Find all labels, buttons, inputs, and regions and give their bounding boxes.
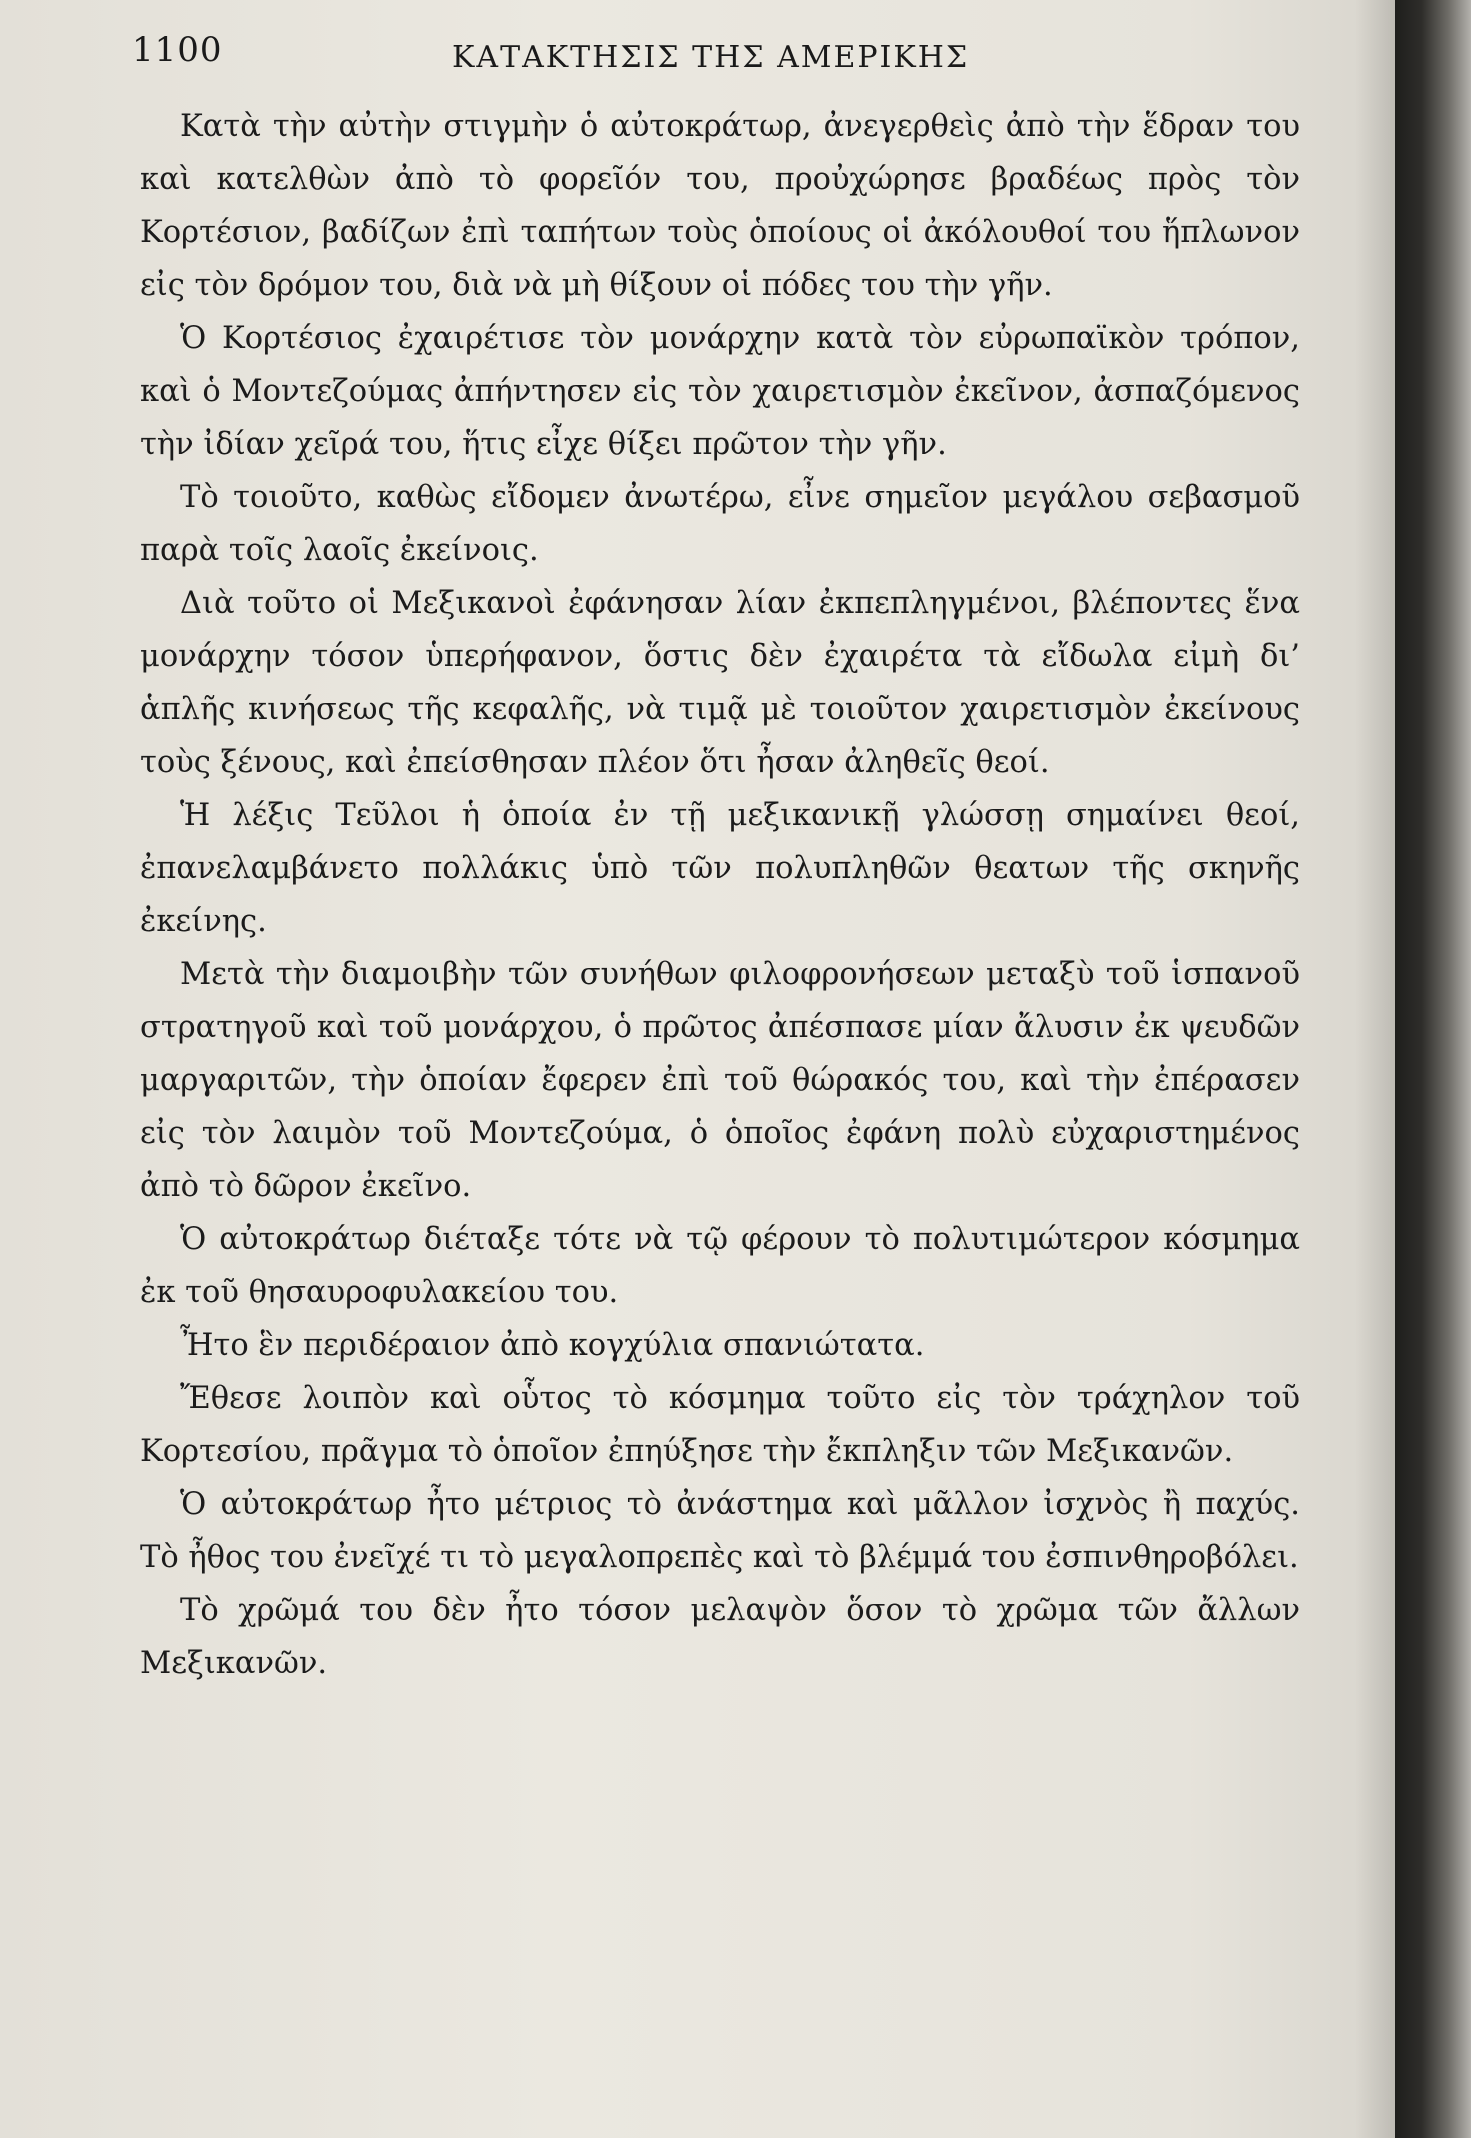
paragraph: Ἦτο ἓν περιδέραιον ἀπὸ κογχύλια σπανιώτατα. [180,1328,925,1363]
book-gutter [1395,0,1471,2138]
paragraph: Μετὰ τὴν διαμοιβὴν τῶν συνήθων φιλοφρονήσεων μεταξὺ τοῦ ἱσπανοῦ στρατηγοῦ καὶ τοῦ μονάρχου, ὁ πρῶτος ἀπέσπασε μίαν ἄλυσιν ἐκ ψευδῶν μαργαριτῶν, τὴν ὁποίαν ἔφερεν ἐπὶ τοῦ θώρακός του, καὶ τὴν ἐπέρασεν εἰς τὸν λαιμὸν τοῦ Μοντεζούμα, ὁ ὁποῖος ἐφάνη πολὺ εὐχαριστημένος ἀπὸ τὸ δῶρον ἐκεῖνο. [140,957,1300,1204]
paragraph: Ἡ λέξις Τεῦλοι ἡ ὁποία ἐν τῇ μεξικανικῇ γλώσσῃ σημαίνει θεοί, ἐπανελαμβάνετο πολλάκις ὑπὸ τῶν πολυπληθῶν θεατων τῆς σκηνῆς ἐκείνης. [140,798,1300,939]
running-title: ΚΑΤΑΚΤΗΣΙΣ ΤΗΣ ΑΜΕΡΙΚΗΣ [452,40,970,75]
paragraph: Ὁ αὐτοκράτωρ διέταξε τότε νὰ τῷ φέρουν τὸ πολυτιμώτερον κόσμημα ἐκ τοῦ θησαυροφυλακείου του. [140,1222,1300,1310]
paragraph: Κατὰ τὴν αὐτὴν στιγμὴν ὁ αὐτοκράτωρ, ἀνεγερθεὶς ἀπὸ τὴν ἕδραν του καὶ κατελθὼν ἀπὸ τὸ φορεῖόν του, προὐχώρησε βραδέως πρὸς τὸν Κορτέσιον, βαδίζων ἐπὶ ταπήτων τοὺς ὁποίους οἱ ἀκόλουθοί του ἥπλωνον εἰς τὸν δρόμον του, διὰ νὰ μὴ θίξουν οἱ πόδες του τὴν γῆν. [140,109,1300,303]
body-text [140,100,1300,1690]
page-shadow [1355,0,1395,2138]
paragraph: Ὁ Κορτέσιος ἐχαιρέτισε τὸν μονάρχην κατὰ τὸν εὐρωπαϊκὸν τρόπον, καὶ ὁ Μοντεζούμας ἀπήντησεν εἰς τὸν χαιρετισμὸν ἐκεῖνον, ἀσπαζόμενος τὴν ἰδίαν χεῖρά του, ἥτις εἶχε θίξει πρῶτον τὴν γῆν. [140,321,1300,462]
paragraph: Τὸ χρῶμά του δὲν ἦτο τόσον μελαψὸν ὅσον τὸ χρῶμα τῶν ἄλλων Μεξικανῶν. [140,1593,1300,1681]
page-number: 1100 [132,30,223,70]
paragraph: Διὰ τοῦτο οἱ Μεξικανοὶ ἐφάνησαν λίαν ἐκπεπληγμένοι, βλέποντες ἕνα μονάρχην τόσον ὑπερήφανον, ὅστις δὲν ἐχαιρέτα τὰ εἴδωλα εἰμὴ δι’ ἁπλῆς κινήσεως τῆς κεφαλῆς, νὰ τιμᾷ μὲ τοιοῦτον χαιρετισμὸν ἐκείνους τοὺς ξένους, καὶ ἐπείσθησαν πλέον ὅτι ἦσαν ἀληθεῖς θεοί. [140,586,1300,780]
paragraph: Ὁ αὐτοκράτωρ ἦτο μέτριος τὸ ἀνάστημα καὶ μᾶλλον ἰσχνὸς ἢ παχύς. Τὸ ἦθος του ἐνεῖχέ τι τὸ μεγαλοπρεπὲς καὶ τὸ βλέμμά του ἐσπινθηροβόλει. [140,1487,1300,1575]
paragraph: Ἔθεσε λοιπὸν καὶ οὗτος τὸ κόσμημα τοῦτο εἰς τὸν τράχηλον τοῦ Κορτεσίου, πρᾶγμα τὸ ὁποῖον ἐπηύξησε τὴν ἔκπληξιν τῶν Μεξικανῶν. [140,1381,1300,1469]
paragraph: Τὸ τοιοῦτο, καθὼς εἴδομεν ἀνωτέρω, εἶνε σημεῖον μεγάλου σεβασμοῦ παρὰ τοῖς λαοῖς ἐκείνοις. [140,480,1300,568]
running-head [132,22,1332,82]
